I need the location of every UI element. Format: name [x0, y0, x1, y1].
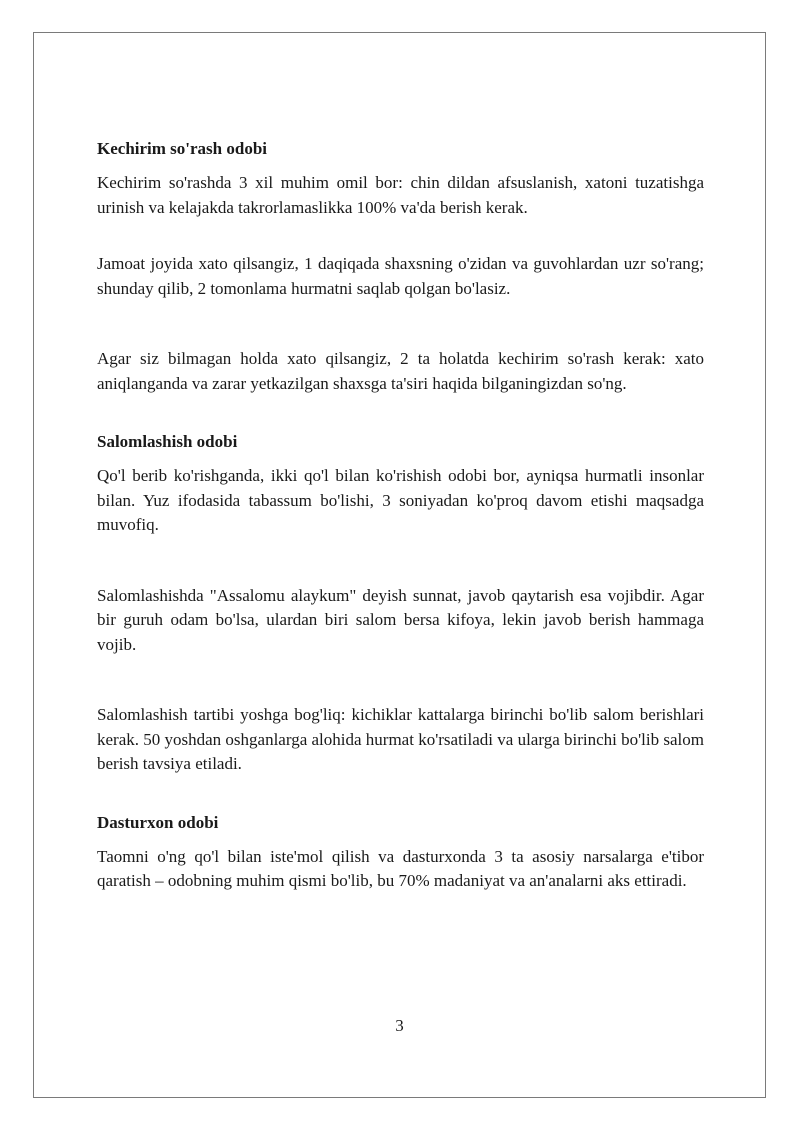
section-heading-greeting: Salomlashish odobi: [97, 432, 238, 451]
page-number: 3: [395, 1016, 404, 1035]
paragraph: Qo'l berib ko'rishganda, ikki qo'l bilan ko'rishish odobi bor, ayniqsa hurmatli insonlar bilan. Yuz ifodasida tabassum bo'lishi, 3 soniyadan ko'proq davom etishi maqsadga muvofiq.: [97, 466, 704, 534]
paragraph: Agar siz bilmagan holda xato qilsangiz, 2 ta holatda kechirim so'rash kerak: xato aniqlanganda va zarar yetkazilgan shaxsga ta'siri haqida bilganingizdan so'ng.: [97, 349, 704, 393]
paragraph: Taomni o'ng qo'l bilan iste'mol qilish va dasturxonda 3 ta asosiy narsalarga e'tibor qaratish – odobning muhim qismi bo'lib, bu 70% madaniyat va an'analarni aks ettiradi.: [97, 846, 704, 890]
paragraph: Kechirim so'rashda 3 xil muhim omil bor: chin dildan afsuslanish, xatoni tuzatishga urinish va kelajakda takrorlamaslikka 100% va'da berish kerak.: [97, 173, 704, 217]
page-content: [97, 137, 704, 894]
document-page: [33, 32, 766, 1098]
paragraph: Jamoat joyida xato qilsangiz, 1 daqiqada shaxsning o'zidan va guvohlardan uzr so'rang; shunday qilib, 2 tomonlama hurmatni saqlab qolgan bo'lasiz.: [97, 254, 704, 298]
section-heading-table-manners: Dasturxon odobi: [97, 812, 219, 832]
paragraph: Salomlashish tartibi yoshga bog'liq: kichiklar kattalarga birinchi bo'lib salom berishlari kerak. 50 yoshdan oshganlarga alohida hurmat ko'rsatiladi va ularga birinchi bo'lib salom berish tavsiya etiladi.: [97, 705, 704, 773]
section-heading-apology: Kechirim so'rash odobi: [97, 139, 268, 158]
paragraph: Salomlashishda "Assalomu alaykum" deyish sunnat, javob qaytarish esa vojibdir. Agar bir guruh odam bo'lsa, ulardan biri salom bersa kifoya, lekin javob berish hammaga vojib.: [97, 585, 704, 654]
